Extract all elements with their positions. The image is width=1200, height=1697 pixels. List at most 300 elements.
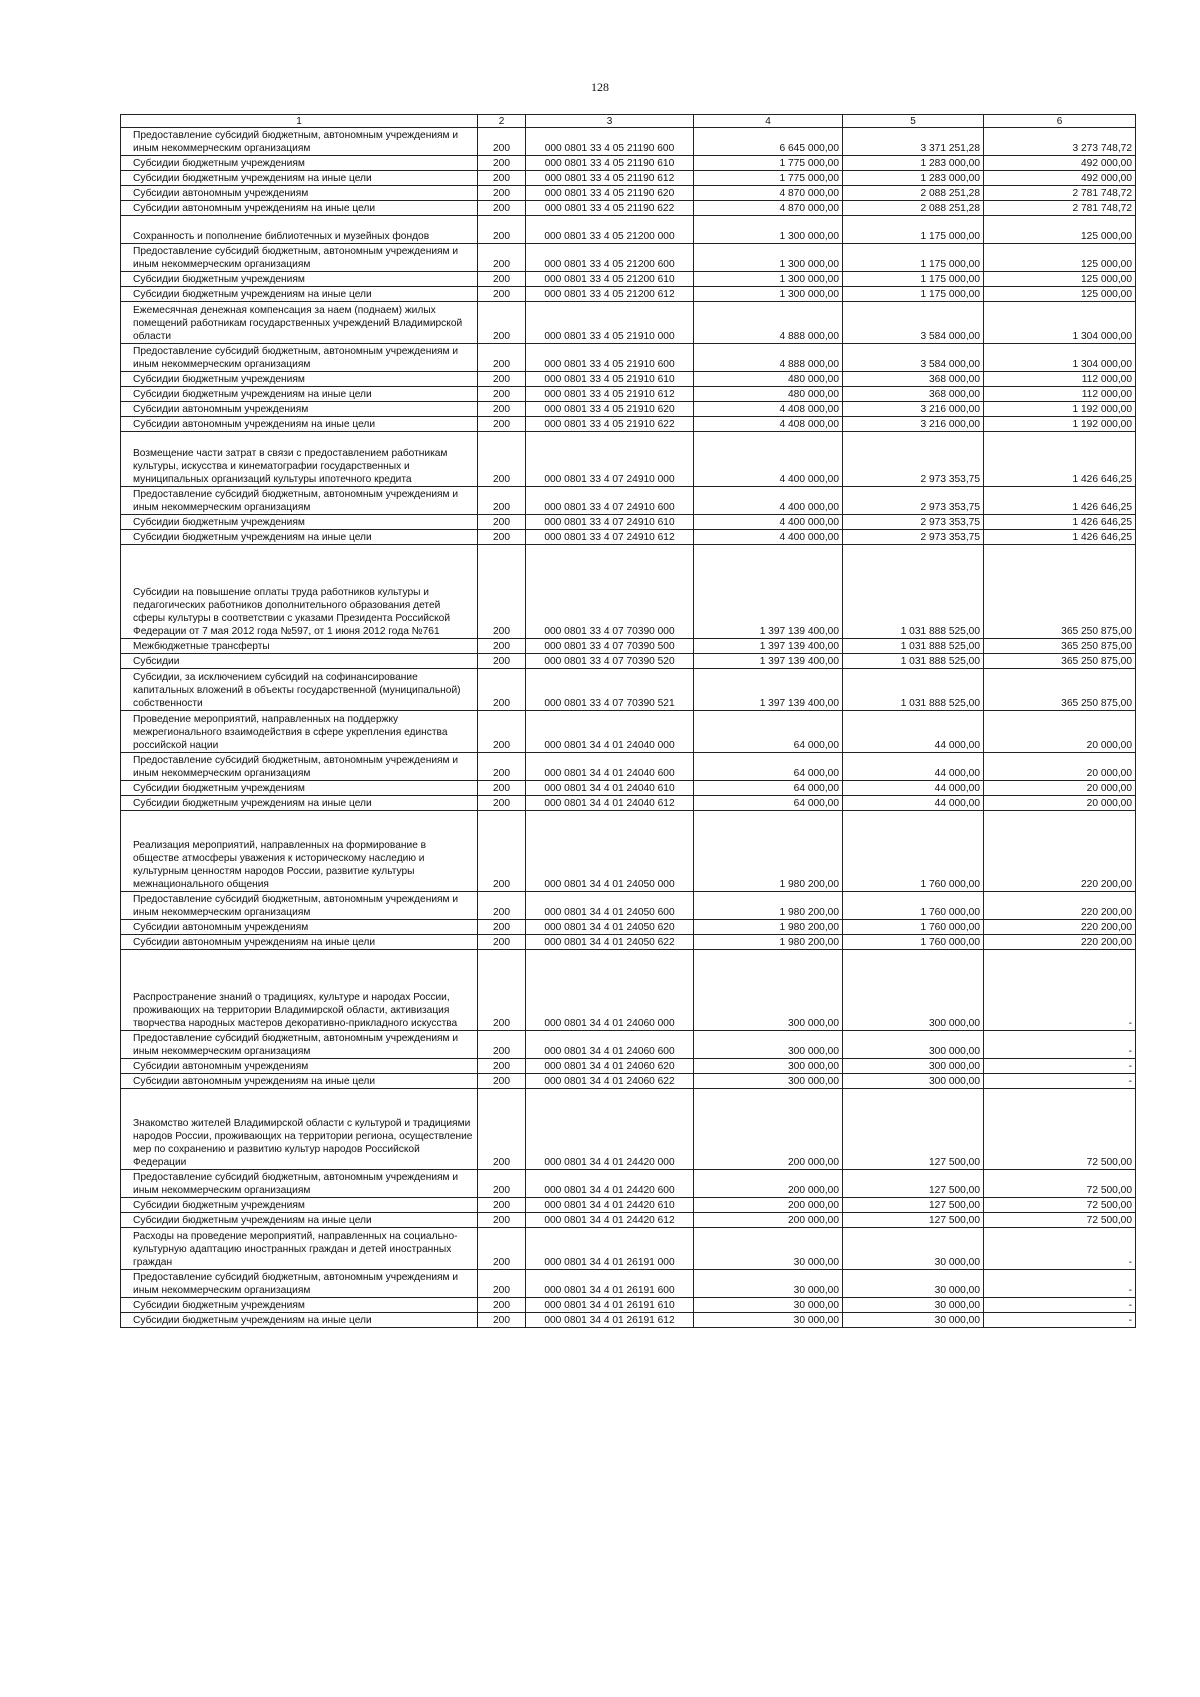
- row-name-cell: Субсидии автономным учреждениям: [121, 920, 478, 935]
- row-line-code-cell: 200: [478, 417, 526, 432]
- row-approved-amount-cell: 1 397 139 400,00: [694, 654, 843, 669]
- row-line-code-cell: 200: [478, 1298, 526, 1313]
- row-executed-amount-cell: 2 088 251,28: [843, 186, 984, 201]
- table-row: [121, 753, 1136, 781]
- row-approved-amount-cell: 200 000,00: [694, 1198, 843, 1213]
- row-budget-code-cell: 000 0801 33 4 05 21190 612: [526, 171, 694, 186]
- row-approved-amount-cell: 4 870 000,00: [694, 201, 843, 216]
- row-approved-amount-cell: 1 397 139 400,00: [694, 639, 843, 654]
- row-line-code-cell: 200: [478, 1059, 526, 1074]
- row-line-code-cell: 200: [478, 272, 526, 287]
- row-line-code-cell: 200: [478, 1198, 526, 1213]
- row-name-cell: Сохранность и пополнение библиотечных и музейных фондов: [121, 216, 478, 244]
- row-budget-code-cell: 000 0801 34 4 01 26191 610: [526, 1298, 694, 1313]
- table-row: [121, 811, 1136, 892]
- row-unexecuted-amount-cell: 1 304 000,00: [984, 302, 1136, 344]
- row-name-cell: Субсидии бюджетным учреждениям: [121, 372, 478, 387]
- row-approved-amount-cell: 1 980 200,00: [694, 892, 843, 920]
- row-name-cell: Предоставление субсидий бюджетным, автономным учреждениям и иным некоммерческим организациям: [121, 244, 478, 272]
- row-name-cell: Возмещение части затрат в связи с предоставлением работникам культуры, искусства и кинематографии государственных и муниципальных организаций культуры ипотечного кредита: [121, 432, 478, 487]
- row-executed-amount-cell: 300 000,00: [843, 1031, 984, 1059]
- row-unexecuted-amount-cell: 72 500,00: [984, 1170, 1136, 1198]
- table-row: [121, 1170, 1136, 1198]
- table-row: [121, 186, 1136, 201]
- row-unexecuted-amount-cell: 112 000,00: [984, 372, 1136, 387]
- row-name-cell: Субсидии автономным учреждениям на иные цели: [121, 417, 478, 432]
- row-executed-amount-cell: 127 500,00: [843, 1089, 984, 1170]
- row-executed-amount-cell: 1 031 888 525,00: [843, 545, 984, 639]
- row-executed-amount-cell: 1 283 000,00: [843, 171, 984, 186]
- row-unexecuted-amount-cell: 220 200,00: [984, 892, 1136, 920]
- row-line-code-cell: 200: [478, 1228, 526, 1270]
- row-unexecuted-amount-cell: 1 426 646,25: [984, 432, 1136, 487]
- row-approved-amount-cell: 300 000,00: [694, 1031, 843, 1059]
- page-number: 128: [591, 80, 609, 94]
- row-line-code-cell: 200: [478, 372, 526, 387]
- row-unexecuted-amount-cell: 72 500,00: [984, 1213, 1136, 1228]
- row-budget-code-cell: 000 0801 33 4 07 24910 610: [526, 515, 694, 530]
- row-budget-code-cell: 000 0801 34 4 01 24040 610: [526, 781, 694, 796]
- row-executed-amount-cell: 300 000,00: [843, 950, 984, 1031]
- row-name-cell: Субсидии бюджетным учреждениям на иные цели: [121, 796, 478, 811]
- row-executed-amount-cell: 2 088 251,28: [843, 201, 984, 216]
- row-line-code-cell: 200: [478, 654, 526, 669]
- row-approved-amount-cell: 4 888 000,00: [694, 302, 843, 344]
- row-unexecuted-amount-cell: 492 000,00: [984, 171, 1136, 186]
- row-executed-amount-cell: 368 000,00: [843, 387, 984, 402]
- row-executed-amount-cell: 2 973 353,75: [843, 487, 984, 515]
- row-executed-amount-cell: 1 175 000,00: [843, 244, 984, 272]
- row-budget-code-cell: 000 0801 34 4 01 24050 622: [526, 935, 694, 950]
- row-budget-code-cell: 000 0801 33 4 07 70390 521: [526, 669, 694, 711]
- row-name-cell: Знакомство жителей Владимирской области с культурой и традициями народов России, проживающих на территории региона, осуществление мер по сохранению и развитию культур народов Российской Федерации: [121, 1089, 478, 1170]
- row-name-cell: Субсидии, за исключением субсидий на софинансирование капитальных вложений в объекты государственной (муниципальной) собственности: [121, 669, 478, 711]
- table-row: [121, 1228, 1136, 1270]
- row-name-cell: Распространение знаний о традициях, культуре и народах России, проживающих на территории Владимирской области, активизация творчества народных мастеров декоративно-прикладного искусства: [121, 950, 478, 1031]
- row-unexecuted-amount-cell: 2 781 748,72: [984, 186, 1136, 201]
- row-unexecuted-amount-cell: 220 200,00: [984, 935, 1136, 950]
- row-budget-code-cell: 000 0801 34 4 01 26191 000: [526, 1228, 694, 1270]
- row-line-code-cell: 200: [478, 753, 526, 781]
- row-line-code-cell: 200: [478, 530, 526, 545]
- row-budget-code-cell: 000 0801 34 4 01 26191 600: [526, 1270, 694, 1298]
- table-row: [121, 287, 1136, 302]
- table-row: [121, 128, 1136, 156]
- row-name-cell: Проведение мероприятий, направленных на поддержку межрегионального взаимодействия в сфере укрепления единства российской нации: [121, 711, 478, 753]
- row-unexecuted-amount-cell: 112 000,00: [984, 387, 1136, 402]
- row-approved-amount-cell: 200 000,00: [694, 1089, 843, 1170]
- row-approved-amount-cell: 1 980 200,00: [694, 920, 843, 935]
- row-name-cell: Предоставление субсидий бюджетным, автономным учреждениям и иным некоммерческим организациям: [121, 344, 478, 372]
- row-line-code-cell: 200: [478, 669, 526, 711]
- row-budget-code-cell: 000 0801 34 4 01 24420 000: [526, 1089, 694, 1170]
- row-budget-code-cell: 000 0801 33 4 05 21190 620: [526, 186, 694, 201]
- row-approved-amount-cell: 200 000,00: [694, 1213, 843, 1228]
- row-line-code-cell: 200: [478, 344, 526, 372]
- row-budget-code-cell: 000 0801 33 4 07 70390 000: [526, 545, 694, 639]
- row-unexecuted-amount-cell: 72 500,00: [984, 1089, 1136, 1170]
- row-budget-code-cell: 000 0801 33 4 07 70390 520: [526, 654, 694, 669]
- row-unexecuted-amount-cell: -: [984, 1059, 1136, 1074]
- row-executed-amount-cell: 30 000,00: [843, 1228, 984, 1270]
- row-executed-amount-cell: 44 000,00: [843, 753, 984, 781]
- table-row: [121, 796, 1136, 811]
- row-line-code-cell: 200: [478, 487, 526, 515]
- table-row: [121, 432, 1136, 487]
- row-budget-code-cell: 000 0801 34 4 01 24060 620: [526, 1059, 694, 1074]
- row-unexecuted-amount-cell: 20 000,00: [984, 753, 1136, 781]
- table-row: [121, 1031, 1136, 1059]
- row-executed-amount-cell: 300 000,00: [843, 1074, 984, 1089]
- row-unexecuted-amount-cell: 125 000,00: [984, 272, 1136, 287]
- table-row: [121, 272, 1136, 287]
- row-unexecuted-amount-cell: 365 250 875,00: [984, 654, 1136, 669]
- table-row: [121, 935, 1136, 950]
- row-executed-amount-cell: 1 760 000,00: [843, 811, 984, 892]
- row-approved-amount-cell: 30 000,00: [694, 1228, 843, 1270]
- row-approved-amount-cell: 64 000,00: [694, 753, 843, 781]
- row-unexecuted-amount-cell: 72 500,00: [984, 1198, 1136, 1213]
- row-unexecuted-amount-cell: 492 000,00: [984, 156, 1136, 171]
- row-approved-amount-cell: 4 888 000,00: [694, 344, 843, 372]
- row-approved-amount-cell: 4 400 000,00: [694, 515, 843, 530]
- row-line-code-cell: 200: [478, 1270, 526, 1298]
- row-name-cell: Реализация мероприятий, направленных на формирование в обществе атмосферы уважения к историческому наследию и культурным ценностям народов России, развитие культуры межнационального общения: [121, 811, 478, 892]
- row-executed-amount-cell: 127 500,00: [843, 1213, 984, 1228]
- row-unexecuted-amount-cell: 1 426 646,25: [984, 530, 1136, 545]
- row-approved-amount-cell: 64 000,00: [694, 711, 843, 753]
- row-line-code-cell: 200: [478, 156, 526, 171]
- row-approved-amount-cell: 4 408 000,00: [694, 417, 843, 432]
- row-name-cell: Субсидии бюджетным учреждениям: [121, 1198, 478, 1213]
- table-row: [121, 950, 1136, 1031]
- row-budget-code-cell: 000 0801 33 4 05 21200 000: [526, 216, 694, 244]
- row-line-code-cell: 200: [478, 201, 526, 216]
- table-row: [121, 216, 1136, 244]
- row-line-code-cell: 200: [478, 244, 526, 272]
- row-line-code-cell: 200: [478, 892, 526, 920]
- row-executed-amount-cell: 1 175 000,00: [843, 272, 984, 287]
- table-row: [121, 1270, 1136, 1298]
- row-approved-amount-cell: 300 000,00: [694, 1059, 843, 1074]
- row-budget-code-cell: 000 0801 33 4 05 21910 620: [526, 402, 694, 417]
- row-executed-amount-cell: 1 031 888 525,00: [843, 669, 984, 711]
- row-unexecuted-amount-cell: -: [984, 1074, 1136, 1089]
- table-row: [121, 711, 1136, 753]
- row-budget-code-cell: 000 0801 34 4 01 24040 612: [526, 796, 694, 811]
- row-executed-amount-cell: 300 000,00: [843, 1059, 984, 1074]
- row-unexecuted-amount-cell: -: [984, 1031, 1136, 1059]
- table-row: [121, 530, 1136, 545]
- row-budget-code-cell: 000 0801 34 4 01 24060 600: [526, 1031, 694, 1059]
- column-header-2: 2: [478, 115, 526, 128]
- row-name-cell: Субсидии бюджетным учреждениям на иные цели: [121, 287, 478, 302]
- column-header-5: 5: [843, 115, 984, 128]
- row-approved-amount-cell: 30 000,00: [694, 1270, 843, 1298]
- row-approved-amount-cell: 30 000,00: [694, 1298, 843, 1313]
- table-row: [121, 1298, 1136, 1313]
- row-line-code-cell: 200: [478, 1089, 526, 1170]
- column-header-6: 6: [984, 115, 1136, 128]
- row-approved-amount-cell: 1 300 000,00: [694, 287, 843, 302]
- row-executed-amount-cell: 2 973 353,75: [843, 515, 984, 530]
- row-line-code-cell: 200: [478, 639, 526, 654]
- row-unexecuted-amount-cell: 1 192 000,00: [984, 402, 1136, 417]
- table-row: [121, 639, 1136, 654]
- row-unexecuted-amount-cell: -: [984, 1298, 1136, 1313]
- row-unexecuted-amount-cell: 1 426 646,25: [984, 515, 1136, 530]
- row-line-code-cell: 200: [478, 402, 526, 417]
- row-budget-code-cell: 000 0801 34 4 01 24050 000: [526, 811, 694, 892]
- row-line-code-cell: 200: [478, 302, 526, 344]
- row-unexecuted-amount-cell: 3 273 748,72: [984, 128, 1136, 156]
- column-header-3: 3: [526, 115, 694, 128]
- row-unexecuted-amount-cell: 220 200,00: [984, 920, 1136, 935]
- row-line-code-cell: 200: [478, 171, 526, 186]
- row-unexecuted-amount-cell: -: [984, 1270, 1136, 1298]
- row-name-cell: Субсидии бюджетным учреждениям: [121, 1298, 478, 1313]
- row-name-cell: Субсидии на повышение оплаты труда работников культуры и педагогических работников дополнительного образования детей сферы культуры в соответствии с указами Президента Российской Федерации от 7 мая 2012 года №597, от 1 июня 2012 года №761: [121, 545, 478, 639]
- table-row: [121, 244, 1136, 272]
- row-line-code-cell: 200: [478, 287, 526, 302]
- row-executed-amount-cell: 1 031 888 525,00: [843, 639, 984, 654]
- row-approved-amount-cell: 6 645 000,00: [694, 128, 843, 156]
- row-unexecuted-amount-cell: 365 250 875,00: [984, 669, 1136, 711]
- row-executed-amount-cell: 127 500,00: [843, 1170, 984, 1198]
- row-name-cell: Субсидии автономным учреждениям на иные цели: [121, 935, 478, 950]
- row-executed-amount-cell: 3 216 000,00: [843, 417, 984, 432]
- table-row: [121, 545, 1136, 639]
- row-line-code-cell: 200: [478, 128, 526, 156]
- row-approved-amount-cell: 300 000,00: [694, 950, 843, 1031]
- row-budget-code-cell: 000 0801 33 4 05 21200 612: [526, 287, 694, 302]
- row-executed-amount-cell: 1 760 000,00: [843, 892, 984, 920]
- table-row: [121, 302, 1136, 344]
- row-name-cell: Субсидии бюджетным учреждениям: [121, 515, 478, 530]
- row-approved-amount-cell: 1 775 000,00: [694, 171, 843, 186]
- row-budget-code-cell: 000 0801 33 4 05 21910 000: [526, 302, 694, 344]
- row-budget-code-cell: 000 0801 33 4 07 24910 000: [526, 432, 694, 487]
- table-row: [121, 402, 1136, 417]
- row-unexecuted-amount-cell: 365 250 875,00: [984, 639, 1136, 654]
- row-line-code-cell: 200: [478, 920, 526, 935]
- table-row: [121, 669, 1136, 711]
- row-line-code-cell: 200: [478, 811, 526, 892]
- row-executed-amount-cell: 3 216 000,00: [843, 402, 984, 417]
- row-unexecuted-amount-cell: 1 192 000,00: [984, 417, 1136, 432]
- row-unexecuted-amount-cell: 2 781 748,72: [984, 201, 1136, 216]
- row-budget-code-cell: 000 0801 34 4 01 24060 000: [526, 950, 694, 1031]
- row-line-code-cell: 200: [478, 796, 526, 811]
- row-unexecuted-amount-cell: 20 000,00: [984, 711, 1136, 753]
- row-line-code-cell: 200: [478, 186, 526, 201]
- row-name-cell: Субсидии бюджетным учреждениям на иные цели: [121, 1313, 478, 1328]
- row-name-cell: Субсидии: [121, 654, 478, 669]
- row-budget-code-cell: 000 0801 33 4 05 21190 600: [526, 128, 694, 156]
- row-line-code-cell: 200: [478, 515, 526, 530]
- row-line-code-cell: 200: [478, 781, 526, 796]
- row-budget-code-cell: 000 0801 34 4 01 24060 622: [526, 1074, 694, 1089]
- row-budget-code-cell: 000 0801 34 4 01 26191 612: [526, 1313, 694, 1328]
- row-line-code-cell: 200: [478, 387, 526, 402]
- row-name-cell: Ежемесячная денежная компенсация за наем (поднаем) жилых помещений работникам государственных учреждений Владимирской области: [121, 302, 478, 344]
- table-row: [121, 654, 1136, 669]
- row-approved-amount-cell: 64 000,00: [694, 796, 843, 811]
- row-approved-amount-cell: 1 300 000,00: [694, 216, 843, 244]
- row-budget-code-cell: 000 0801 33 4 07 24910 600: [526, 487, 694, 515]
- row-executed-amount-cell: 1 760 000,00: [843, 935, 984, 950]
- row-unexecuted-amount-cell: 125 000,00: [984, 216, 1136, 244]
- row-unexecuted-amount-cell: 220 200,00: [984, 811, 1136, 892]
- row-budget-code-cell: 000 0801 33 4 05 21200 600: [526, 244, 694, 272]
- row-approved-amount-cell: 4 870 000,00: [694, 186, 843, 201]
- column-header-4: 4: [694, 115, 843, 128]
- row-name-cell: Субсидии автономным учреждениям: [121, 402, 478, 417]
- row-executed-amount-cell: 1 031 888 525,00: [843, 654, 984, 669]
- row-approved-amount-cell: 480 000,00: [694, 372, 843, 387]
- row-approved-amount-cell: 1 397 139 400,00: [694, 669, 843, 711]
- row-executed-amount-cell: 30 000,00: [843, 1313, 984, 1328]
- table-row: [121, 1089, 1136, 1170]
- row-executed-amount-cell: 30 000,00: [843, 1270, 984, 1298]
- row-name-cell: Субсидии автономным учреждениям на иные цели: [121, 201, 478, 216]
- row-executed-amount-cell: 1 760 000,00: [843, 920, 984, 935]
- row-executed-amount-cell: 2 973 353,75: [843, 432, 984, 487]
- table-row: [121, 156, 1136, 171]
- row-budget-code-cell: 000 0801 34 4 01 24050 600: [526, 892, 694, 920]
- row-line-code-cell: 200: [478, 216, 526, 244]
- row-approved-amount-cell: 64 000,00: [694, 781, 843, 796]
- row-name-cell: Субсидии бюджетным учреждениям на иные цели: [121, 530, 478, 545]
- row-line-code-cell: 200: [478, 1074, 526, 1089]
- row-line-code-cell: 200: [478, 950, 526, 1031]
- table-row: [121, 1198, 1136, 1213]
- row-name-cell: Предоставление субсидий бюджетным, автономным учреждениям и иным некоммерческим организациям: [121, 1270, 478, 1298]
- row-approved-amount-cell: 4 400 000,00: [694, 432, 843, 487]
- row-approved-amount-cell: 1 300 000,00: [694, 244, 843, 272]
- row-budget-code-cell: 000 0801 33 4 05 21190 622: [526, 201, 694, 216]
- row-approved-amount-cell: 480 000,00: [694, 387, 843, 402]
- row-name-cell: Субсидии бюджетным учреждениям: [121, 272, 478, 287]
- column-header-1: 1: [121, 115, 478, 128]
- row-budget-code-cell: 000 0801 33 4 05 21910 622: [526, 417, 694, 432]
- table-row: [121, 417, 1136, 432]
- row-approved-amount-cell: 4 400 000,00: [694, 487, 843, 515]
- row-executed-amount-cell: 3 371 251,28: [843, 128, 984, 156]
- table-row: [121, 372, 1136, 387]
- row-budget-code-cell: 000 0801 33 4 05 21190 610: [526, 156, 694, 171]
- row-name-cell: Предоставление субсидий бюджетным, автономным учреждениям и иным некоммерческим организациям: [121, 487, 478, 515]
- row-name-cell: Предоставление субсидий бюджетным, автономным учреждениям и иным некоммерческим организациям: [121, 892, 478, 920]
- row-budget-code-cell: 000 0801 34 4 01 24420 600: [526, 1170, 694, 1198]
- row-name-cell: Субсидии бюджетным учреждениям на иные цели: [121, 1213, 478, 1228]
- row-executed-amount-cell: 368 000,00: [843, 372, 984, 387]
- row-name-cell: Предоставление субсидий бюджетным, автономным учреждениям и иным некоммерческим организациям: [121, 1170, 478, 1198]
- row-approved-amount-cell: 30 000,00: [694, 1313, 843, 1328]
- row-name-cell: Межбюджетные трансферты: [121, 639, 478, 654]
- table-row: [121, 1074, 1136, 1089]
- row-line-code-cell: 200: [478, 1213, 526, 1228]
- row-name-cell: Предоставление субсидий бюджетным, автономным учреждениям и иным некоммерческим организациям: [121, 753, 478, 781]
- row-executed-amount-cell: 1 175 000,00: [843, 216, 984, 244]
- row-line-code-cell: 200: [478, 1170, 526, 1198]
- table-row: [121, 1059, 1136, 1074]
- row-executed-amount-cell: 30 000,00: [843, 1298, 984, 1313]
- table-row: [121, 344, 1136, 372]
- row-approved-amount-cell: 1 980 200,00: [694, 811, 843, 892]
- table-row: [121, 387, 1136, 402]
- row-line-code-cell: 200: [478, 545, 526, 639]
- row-budget-code-cell: 000 0801 34 4 01 24040 000: [526, 711, 694, 753]
- table-header-row: [121, 115, 1136, 128]
- row-line-code-cell: 200: [478, 711, 526, 753]
- row-line-code-cell: 200: [478, 1031, 526, 1059]
- row-unexecuted-amount-cell: 1 426 646,25: [984, 487, 1136, 515]
- table-row: [121, 892, 1136, 920]
- row-executed-amount-cell: 3 584 000,00: [843, 344, 984, 372]
- row-unexecuted-amount-cell: 125 000,00: [984, 287, 1136, 302]
- table-row: [121, 487, 1136, 515]
- row-executed-amount-cell: 127 500,00: [843, 1198, 984, 1213]
- row-executed-amount-cell: 3 584 000,00: [843, 302, 984, 344]
- row-unexecuted-amount-cell: 125 000,00: [984, 244, 1136, 272]
- row-name-cell: Субсидии бюджетным учреждениям: [121, 781, 478, 796]
- row-executed-amount-cell: 44 000,00: [843, 781, 984, 796]
- table-row: [121, 201, 1136, 216]
- row-approved-amount-cell: 200 000,00: [694, 1170, 843, 1198]
- budget-table: [120, 114, 1136, 1328]
- row-executed-amount-cell: 1 283 000,00: [843, 156, 984, 171]
- row-approved-amount-cell: 1 300 000,00: [694, 272, 843, 287]
- row-name-cell: Субсидии бюджетным учреждениям: [121, 156, 478, 171]
- row-budget-code-cell: 000 0801 34 4 01 24040 600: [526, 753, 694, 781]
- row-line-code-cell: 200: [478, 935, 526, 950]
- row-line-code-cell: 200: [478, 1313, 526, 1328]
- row-executed-amount-cell: 1 175 000,00: [843, 287, 984, 302]
- row-executed-amount-cell: 44 000,00: [843, 796, 984, 811]
- row-budget-code-cell: 000 0801 33 4 05 21910 610: [526, 372, 694, 387]
- row-name-cell: Субсидии бюджетным учреждениям на иные цели: [121, 171, 478, 186]
- row-unexecuted-amount-cell: -: [984, 1313, 1136, 1328]
- row-approved-amount-cell: 300 000,00: [694, 1074, 843, 1089]
- row-budget-code-cell: 000 0801 33 4 05 21910 612: [526, 387, 694, 402]
- row-line-code-cell: 200: [478, 432, 526, 487]
- row-executed-amount-cell: 2 973 353,75: [843, 530, 984, 545]
- row-name-cell: Субсидии автономным учреждениям: [121, 1059, 478, 1074]
- table-row: [121, 920, 1136, 935]
- row-budget-code-cell: 000 0801 33 4 05 21200 610: [526, 272, 694, 287]
- row-approved-amount-cell: 4 408 000,00: [694, 402, 843, 417]
- row-approved-amount-cell: 4 400 000,00: [694, 530, 843, 545]
- table-row: [121, 1213, 1136, 1228]
- row-name-cell: Субсидии бюджетным учреждениям на иные цели: [121, 387, 478, 402]
- table-body: [121, 128, 1136, 1328]
- row-name-cell: Предоставление субсидий бюджетным, автономным учреждениям и иным некоммерческим организациям: [121, 1031, 478, 1059]
- row-budget-code-cell: 000 0801 33 4 07 24910 612: [526, 530, 694, 545]
- row-budget-code-cell: 000 0801 33 4 05 21910 600: [526, 344, 694, 372]
- row-budget-code-cell: 000 0801 33 4 07 70390 500: [526, 639, 694, 654]
- row-executed-amount-cell: 44 000,00: [843, 711, 984, 753]
- table-row: [121, 1313, 1136, 1328]
- row-approved-amount-cell: 1 397 139 400,00: [694, 545, 843, 639]
- row-approved-amount-cell: 1 980 200,00: [694, 935, 843, 950]
- row-name-cell: Расходы на проведение мероприятий, направленных на социально-культурную адаптацию иностранных граждан и детей иностранных граждан: [121, 1228, 478, 1270]
- row-budget-code-cell: 000 0801 34 4 01 24420 612: [526, 1213, 694, 1228]
- row-budget-code-cell: 000 0801 34 4 01 24050 620: [526, 920, 694, 935]
- row-unexecuted-amount-cell: 20 000,00: [984, 796, 1136, 811]
- table-row: [121, 781, 1136, 796]
- row-name-cell: Субсидии автономным учреждениям на иные цели: [121, 1074, 478, 1089]
